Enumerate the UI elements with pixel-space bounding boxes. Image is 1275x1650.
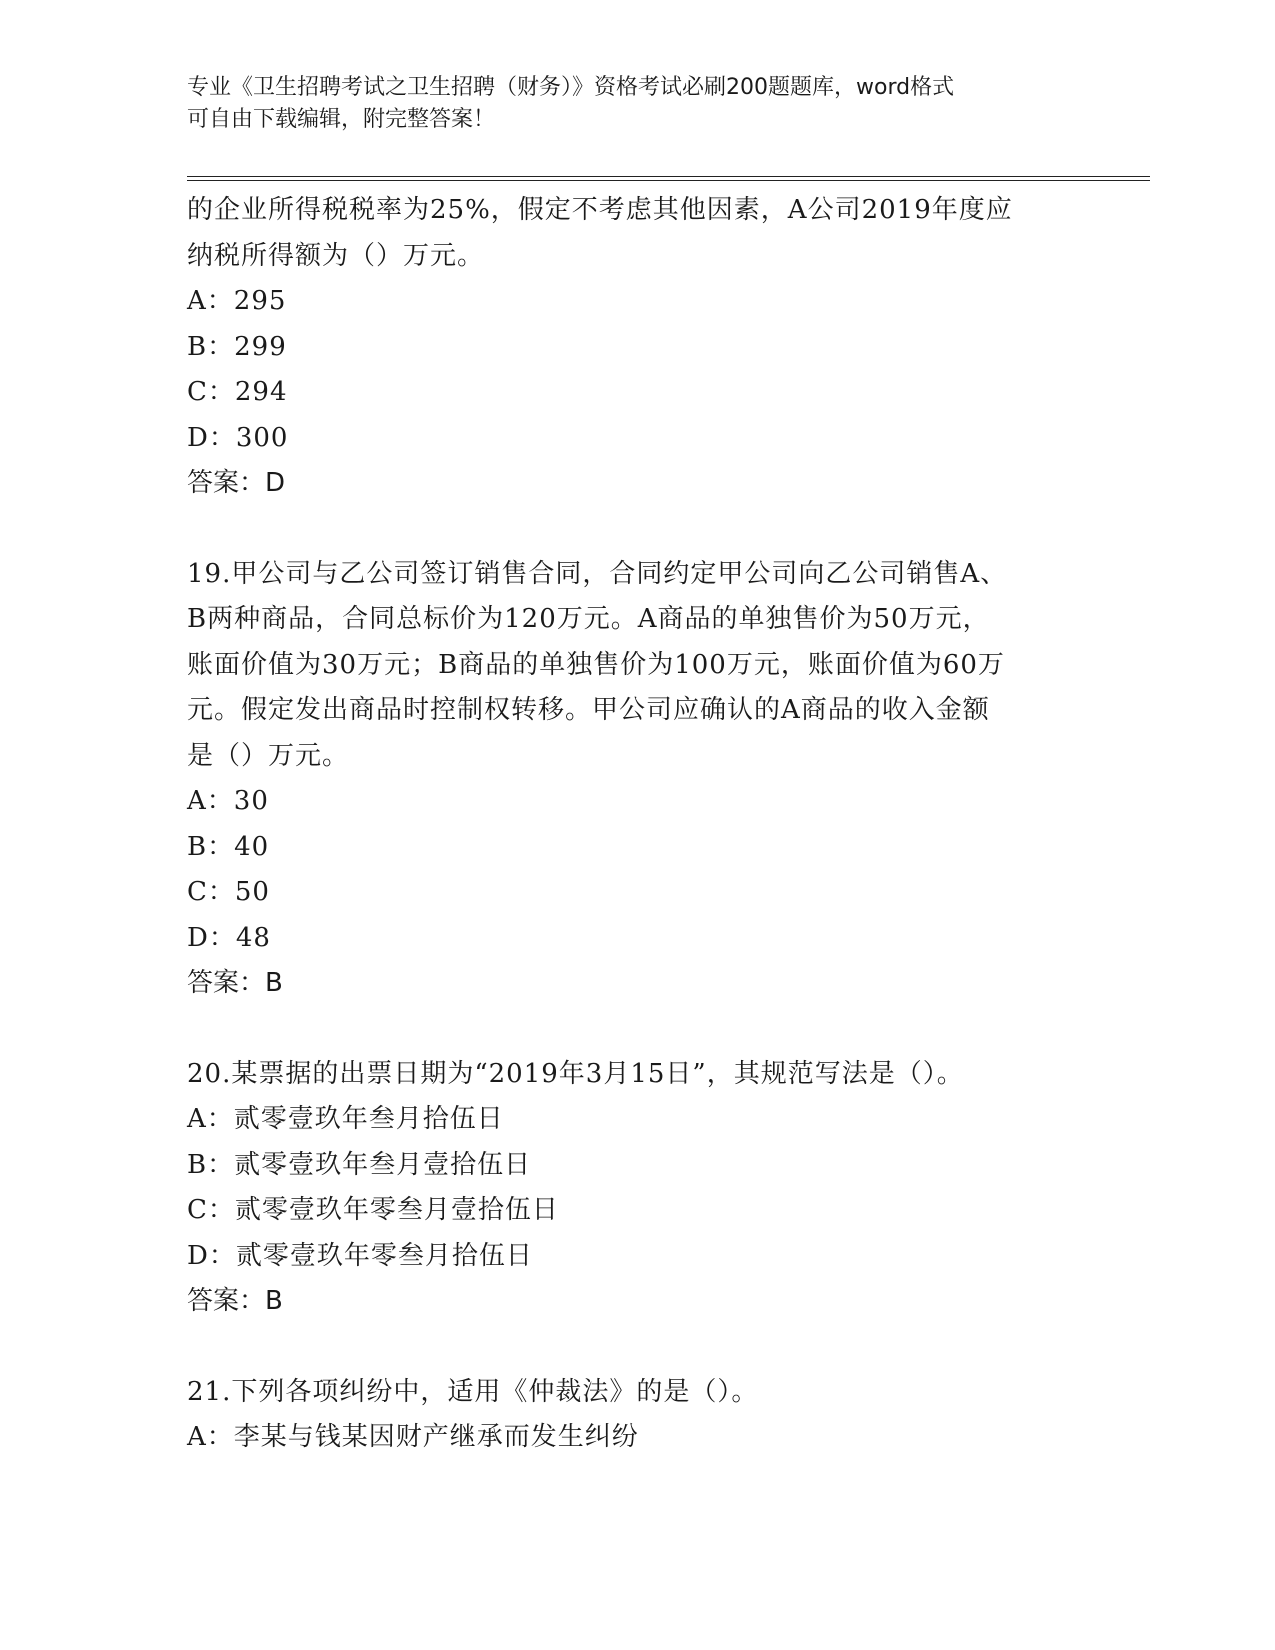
question-21 xyxy=(187,1370,1087,1461)
question-spacer xyxy=(187,1325,1087,1370)
option-d: D：300 xyxy=(187,422,289,453)
answer-line: 答案：D xyxy=(187,468,286,498)
question-spacer xyxy=(187,1007,1087,1052)
question-stem-line: 账面价值为30万元；B商品的单独售价为100万元，账面价值为60万 xyxy=(187,649,1005,680)
question-stem-line: 纳税所得额为（）万元。 xyxy=(187,240,485,271)
answer-line: 答案：B xyxy=(187,968,283,998)
question-stem-line: 20.某票据的出票日期为“2019年3月15日”，其规范写法是（）。 xyxy=(187,1058,964,1089)
option-d: D：贰零壹玖年零叁月拾伍日 xyxy=(187,1240,533,1271)
question-spacer xyxy=(187,507,1087,552)
question-18 xyxy=(187,188,1087,507)
option-a: A：30 xyxy=(187,786,269,816)
answer-line: 答案：B xyxy=(187,1286,283,1316)
question-content xyxy=(187,188,1087,1461)
question-stem-line: 21.下列各项纠纷中，适用《仲裁法》的是（）。 xyxy=(187,1376,759,1407)
option-b: B：贰零壹玖年叁月壹拾伍日 xyxy=(187,1149,532,1180)
question-stem-line: B两种商品，合同总标价为120万元。A商品的单独售价为50万元， xyxy=(187,604,990,634)
question-stem-line: 元。假定发出商品时控制权转移。甲公司应确认的A商品的收入金额 xyxy=(187,695,990,725)
question-stem-line: 是（）万元。 xyxy=(187,740,350,771)
question-19 xyxy=(187,552,1087,1007)
option-b: B：40 xyxy=(187,831,270,862)
question-20 xyxy=(187,1052,1087,1325)
header-divider xyxy=(187,176,1150,181)
header-line-1: 专业《卫生招聘考试之卫生招聘（财务）》资格考试必刷200题题库，word格式 xyxy=(187,75,955,100)
question-stem-line: 的企业所得税税率为25%，假定不考虑其他因素，A公司2019年度应 xyxy=(187,195,1013,225)
option-a: A：295 xyxy=(187,286,287,316)
option-d: D：48 xyxy=(187,922,271,953)
option-c: C：294 xyxy=(187,377,288,407)
question-stem-line: 19.甲公司与乙公司签订销售合同，合同约定甲公司向乙公司销售A、 xyxy=(187,558,1008,589)
page-header xyxy=(187,72,1067,136)
header-line-2: 可自由下载编辑，附完整答案！ xyxy=(187,107,496,132)
option-c: C：贰零壹玖年零叁月壹拾伍日 xyxy=(187,1195,559,1225)
option-a: A：贰零壹玖年叁月拾伍日 xyxy=(187,1104,504,1134)
option-b: B：299 xyxy=(187,331,287,362)
option-c: C：50 xyxy=(187,877,270,907)
option-a: A：李某与钱某因财产继承而发生纠纷 xyxy=(187,1422,639,1452)
